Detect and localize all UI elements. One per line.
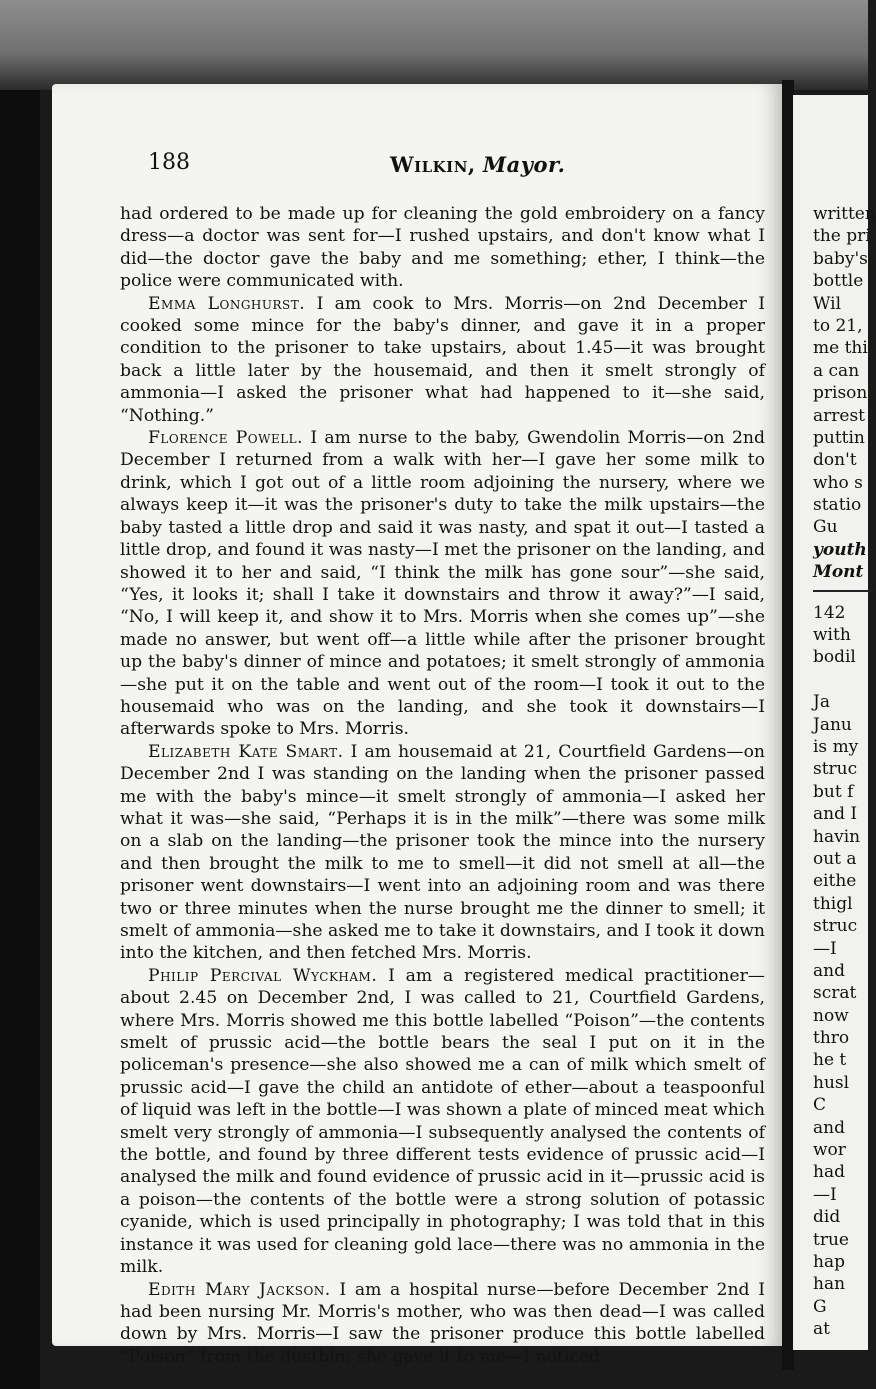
paragraph-text: I am a hospital nurse—before December 2nd I had been nursing Mr. Morris's mother, who was then dead—I was called down by Mrs. Morris—I saw the prisoner produce this bottle labelled “Poison” from the dustbin; she gave it to me—I noticed — [120, 1279, 765, 1367]
right-page-line: struc — [813, 759, 858, 780]
right-page-line: —I — [813, 938, 837, 959]
right-page-text — [813, 203, 876, 1341]
right-page-line: the pri — [813, 226, 871, 247]
right-page-line: hap — [813, 1251, 845, 1272]
right-page-line: and I — [813, 804, 858, 825]
right-page-line: Gu — [813, 517, 838, 538]
right-page-line: is my — [813, 736, 859, 757]
right-page-line: and — [813, 1117, 845, 1138]
right-page-fragment — [793, 95, 876, 1350]
right-page-line: Janu — [813, 714, 852, 735]
speaker-name: Emma Longhurst. — [148, 293, 306, 314]
right-page-line: C — [813, 1095, 827, 1116]
right-page-line: han — [813, 1274, 846, 1295]
right-page-line: eithe — [813, 871, 857, 892]
page-number: 188 — [148, 150, 190, 175]
right-page-line: baby's — [813, 248, 868, 269]
right-page-line: Ja — [813, 692, 830, 713]
paragraph — [120, 293, 765, 427]
right-page-line: arrest — [813, 405, 866, 426]
right-page-line: now — [813, 1005, 849, 1026]
speaker-name: Edith Mary Jackson. — [148, 1279, 331, 1300]
right-page-line: he t — [813, 1050, 847, 1071]
running-head-name: Wilkin, — [390, 152, 476, 177]
right-page-line: struc — [813, 916, 858, 937]
right-page-line: with — [813, 625, 851, 646]
right-page-line: wor — [813, 1140, 846, 1161]
right-page-line — [813, 669, 876, 691]
right-page-line: and — [813, 960, 845, 981]
right-page-line: to 21, — [813, 315, 863, 336]
book-left-edge — [0, 90, 40, 1389]
running-head — [390, 152, 565, 177]
right-page-line: thigl — [813, 893, 853, 914]
right-page-line: G — [813, 1296, 827, 1317]
right-page-line: Wil — [813, 293, 842, 314]
paragraph-text: I am nurse to the baby, Gwendolin Morris—on 2nd December I returned from a walk with her—I gave her some milk to drink, which I got out of a little room adjoining the nursery, where we always keep it—it was the prisoner's duty to take the milk upstairs—the baby tasted a little drop and said it was nasty, and spat it out—I tasted a little drop, and found it was nasty—I met the prisoner on the landing, and showed it to her and said, “I think the milk has gone sour”—she said, “Yes, it looks it; shall I take it downstairs and throw it away?”—I said, “No, I will keep it, and show it to Mrs. Morris when she comes up”—she made no answer, but went off—a little while after the prisoner brought up the baby's dinner of mince and potatoes; it smelt strongly of ammonia—she put it on the table and went out of the room—I took it out to the housemaid who was on the landing, and she took it downstairs—I afterwards spoke to Mrs. Morris. — [120, 428, 765, 740]
paragraph-text: had ordered to be made up for cleaning the gold embroidery on a fancy dress—a doctor was sent for—I rushed upstairs, and don't know what I did—the doctor gave the baby and me something; ether, I think—the police were communicated with. — [120, 204, 765, 292]
paragraph — [120, 427, 765, 741]
paragraph-text: I am a registered medical practitioner—about 2.45 on December 2nd, I was called to 21, Courtfield Gardens, where Mrs. Morris showed me this bottle labelled “Poison”—the contents smelt of prussic acid—the bottle bears the seal I put on it in the policeman's presence—she also showed me a can of milk which smelt of prussic acid—I gave the child an antidote of ether—about a teaspoonful of liquid was left in the bottle—I was shown a plate of minced meat which smelt very strongly of ammonia—I subsequently analysed the contents of the bottle, and found by three different tests evidence of prussic acid—I analysed the milk and found evidence of prussic acid in it—prussic acid is a poison—the contents of the bottle were a strong solution of potassic cyanide, which is used principally in photography; I was told that in this instance it was used for cleaning gold lace—there was no ammonia in the milk. — [120, 965, 765, 1278]
right-page-line: don't — [813, 450, 857, 471]
right-page-line: at — [813, 1319, 830, 1340]
paragraph — [120, 203, 765, 293]
right-page-line: me thi — [813, 338, 868, 359]
right-page-line: havin — [813, 826, 861, 847]
speaker-name: Elizabeth Kate Smart. — [148, 741, 344, 762]
right-page-line: youth — [813, 539, 867, 560]
paragraph-text: I am cook to Mrs. Morris—on 2nd December I cooked some mince for the baby's dinner, and gave it in a proper condition to the prisoner to take upstairs, about 1.45—it was brought back a little later by the housemaid, and then it smelt strongly of ammonia—I asked the prisoner what had happened to it—she said, “Nothing.” — [120, 293, 766, 426]
right-page-line: Mont — [813, 562, 864, 583]
section-rule — [813, 590, 873, 592]
right-page-line: bodil — [813, 647, 856, 668]
right-page-line: had — [813, 1162, 845, 1183]
paragraph — [120, 965, 765, 1279]
right-page-line: out a — [813, 848, 857, 869]
right-page-line: husl — [813, 1072, 850, 1093]
speaker-name: Florence Powell. — [148, 428, 304, 449]
paragraph — [120, 1279, 765, 1369]
right-page-line: puttin — [813, 427, 865, 448]
right-page-line: written — [813, 204, 876, 224]
right-page-line: did — [813, 1207, 841, 1228]
right-page-line: 142 — [813, 602, 846, 623]
right-page-line: statio — [813, 495, 862, 516]
running-head-title: Mayor. — [482, 152, 566, 177]
right-page-line: —I — [813, 1184, 837, 1205]
right-page-line: scrat — [813, 983, 857, 1004]
right-page-line: true — [813, 1229, 849, 1250]
right-page-line: a can — [813, 360, 860, 381]
page-header — [130, 150, 770, 190]
right-page-line: thro — [813, 1028, 850, 1049]
scan-background — [0, 0, 868, 90]
right-page-line: bottle — [813, 271, 864, 292]
right-page-line: but f — [813, 781, 854, 802]
page-body — [120, 203, 765, 1368]
right-page-line: prison — [813, 383, 868, 404]
paragraph-text: I am housemaid at 21, Courtfield Gardens—on December 2nd I was standing on the landing when the prisoner passed me with the baby's mince—it smelt strongly of ammonia—I asked her what it was—she said, “Perhaps it is in the milk”—there was some milk on a slab on the landing—the prisoner took the mince into the nursery and then brought the milk to me to smell—it did not smell at all—the prisoner went downstairs—I went into an adjoining room and was there two or three minutes when the nurse brought me the dinner to smell; it smelt of ammonia—she asked me to take it downstairs, and I took it down into the kitchen, and then fetched Mrs. Morris. — [120, 741, 765, 964]
right-page-line: who s — [813, 472, 863, 493]
speaker-name: Philip Percival Wyckham. — [148, 965, 378, 986]
paragraph — [120, 741, 765, 965]
